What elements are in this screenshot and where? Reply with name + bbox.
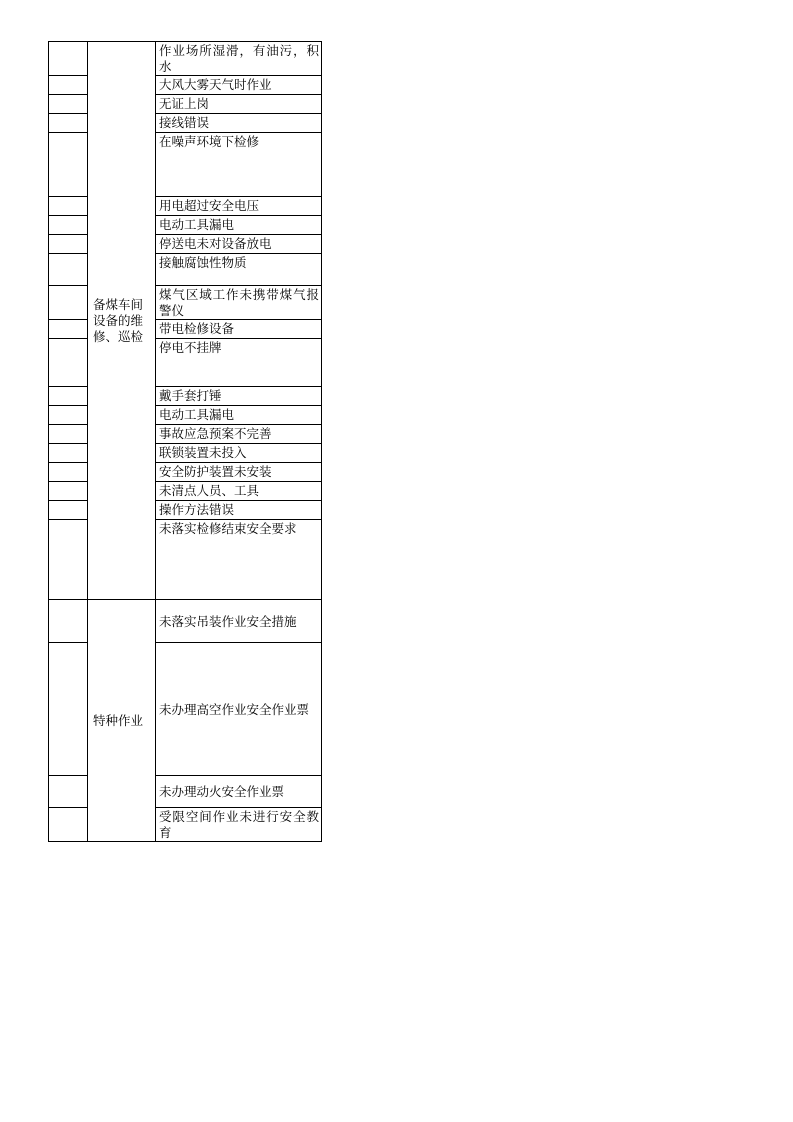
hazard-cell: 用电超过安全电压 bbox=[156, 197, 322, 216]
hazard-cell: 接线错误 bbox=[156, 114, 322, 133]
hazard-cell: 安全防护装置未安装 bbox=[156, 463, 322, 482]
number-cell bbox=[49, 76, 88, 95]
table-row bbox=[49, 600, 322, 643]
number-cell bbox=[49, 254, 88, 286]
number-cell bbox=[49, 425, 88, 444]
number-cell bbox=[49, 482, 88, 501]
hazard-cell: 戴手套打锤 bbox=[156, 387, 322, 406]
hazard-cell: 停电不挂牌 bbox=[156, 339, 322, 387]
category-label: 特种作业 bbox=[93, 712, 144, 728]
hazard-cell: 未清点人员、工具 bbox=[156, 482, 322, 501]
number-cell bbox=[49, 95, 88, 114]
number-cell bbox=[49, 235, 88, 254]
category-label: 备煤车间设备的维修、巡检 bbox=[93, 296, 144, 344]
hazard-cell: 电动工具漏电 bbox=[156, 406, 322, 425]
hazard-cell: 无证上岗 bbox=[156, 95, 322, 114]
number-cell bbox=[49, 600, 88, 643]
hazard-cell: 未落实吊装作业安全措施 bbox=[156, 600, 322, 643]
number-cell bbox=[49, 42, 88, 76]
hazard-cell: 大风大雾天气时作业 bbox=[156, 76, 322, 95]
hazard-cell: 未办理高空作业安全作业票 bbox=[156, 643, 322, 776]
hazard-cell: 操作方法错误 bbox=[156, 501, 322, 520]
hazard-cell: 受限空间作业未进行安全教育 bbox=[156, 808, 322, 842]
number-cell bbox=[49, 286, 88, 320]
number-cell bbox=[49, 808, 88, 842]
hazard-cell: 未落实检修结束安全要求 bbox=[156, 520, 322, 600]
number-cell bbox=[49, 776, 88, 808]
number-cell bbox=[49, 197, 88, 216]
number-cell bbox=[49, 133, 88, 197]
hazard-cell: 在噪声环境下检修 bbox=[156, 133, 322, 197]
number-cell bbox=[49, 320, 88, 339]
number-cell bbox=[49, 406, 88, 425]
category-cell bbox=[88, 600, 156, 842]
number-cell bbox=[49, 216, 88, 235]
table-row bbox=[49, 42, 322, 76]
number-cell bbox=[49, 444, 88, 463]
hazard-cell: 电动工具漏电 bbox=[156, 216, 322, 235]
hazard-cell: 煤气区域工作未携带煤气报警仪 bbox=[156, 286, 322, 320]
number-cell bbox=[49, 114, 88, 133]
number-cell bbox=[49, 643, 88, 776]
category-cell bbox=[88, 42, 156, 600]
number-cell bbox=[49, 387, 88, 406]
hazard-cell: 事故应急预案不完善 bbox=[156, 425, 322, 444]
hazard-cell: 停送电未对设备放电 bbox=[156, 235, 322, 254]
hazard-table bbox=[48, 41, 322, 842]
hazard-cell: 接触腐蚀性物质 bbox=[156, 254, 322, 286]
hazard-cell: 联锁装置未投入 bbox=[156, 444, 322, 463]
number-cell bbox=[49, 501, 88, 520]
hazard-cell: 作业场所湿滑，有油污，积水 bbox=[156, 42, 322, 76]
number-cell bbox=[49, 339, 88, 387]
number-cell bbox=[49, 520, 88, 600]
number-cell bbox=[49, 463, 88, 482]
hazard-cell: 带电检修设备 bbox=[156, 320, 322, 339]
hazard-cell: 未办理动火安全作业票 bbox=[156, 776, 322, 808]
